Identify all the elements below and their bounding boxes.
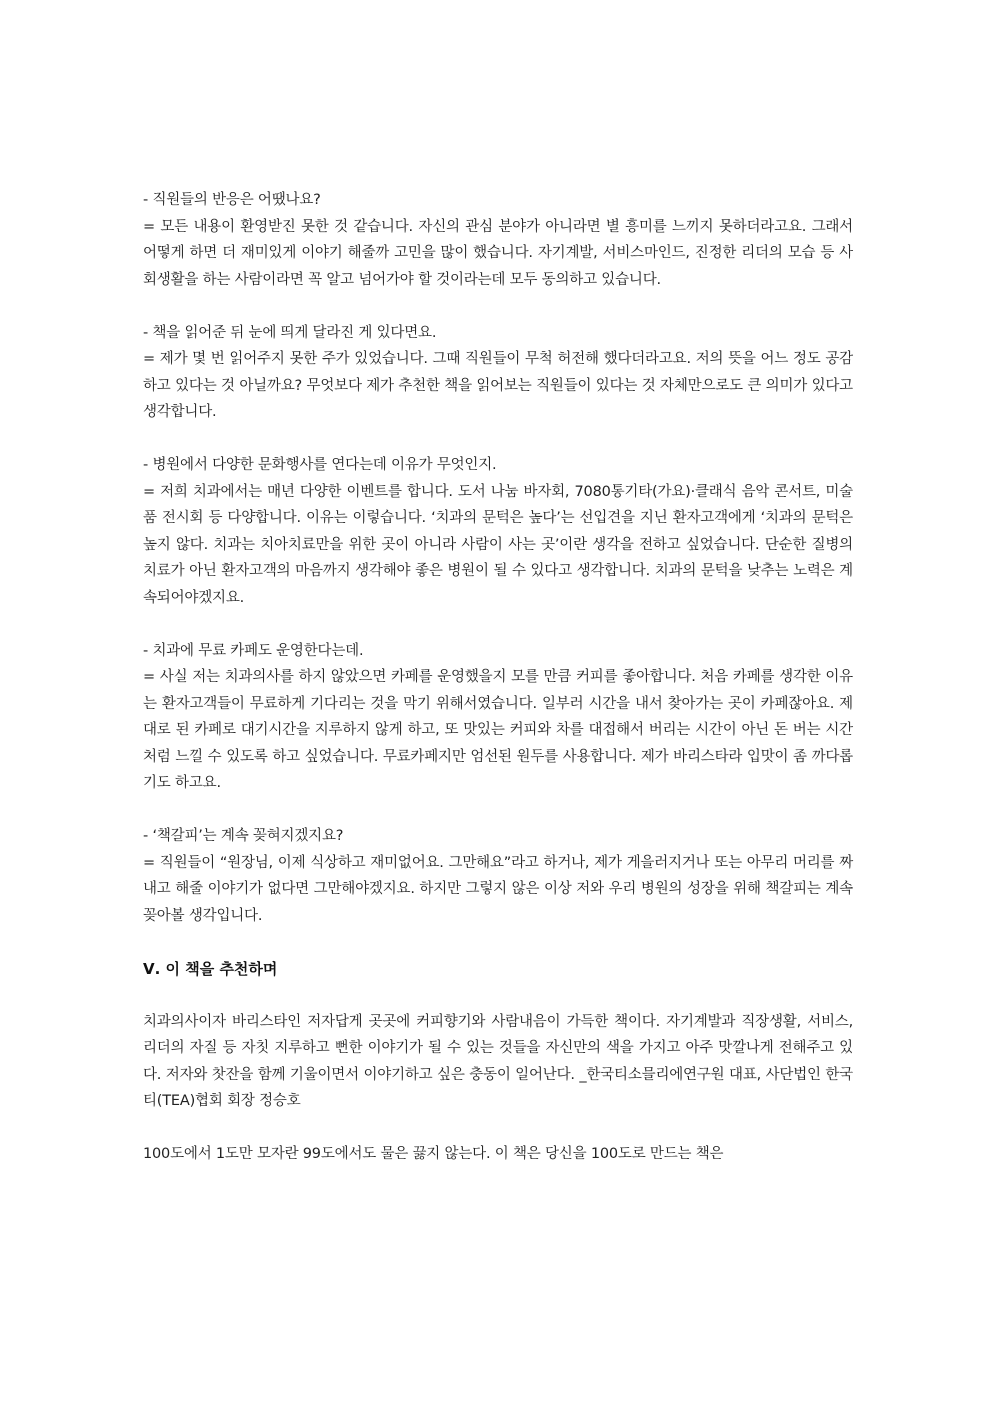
section-heading: Ⅴ. 이 책을 추천하며 [143, 959, 278, 978]
answer: = 저희 치과에서는 매년 다양한 이벤트를 합니다. 도서 나눔 바자회, 7080통기타(가요)·클래식 음악 콘서트, 미술품 전시회 등 다양합니다. 이유는 이렇습니다. ‘치과의 문턱은 높다’는 선입견을 지닌 환자고객에게 ‘치과의 문턱은 높지 않다. 치과는 치아치료만을 위한 곳이 아니라 사람이 사는 곳’이란 생각을 전하고 싶었습니다. 단순한 질병의 치료가 아닌 환자고객의 마음까지 생각해야 좋은 병원이 될 수 있다고 생각합니다. 치과의 문턱을 낮추는 노력은 계속되어야겠지요. [143, 483, 853, 606]
answer: = 제가 몇 번 읽어주지 못한 주가 있었습니다. 그때 직원들이 무척 허전해 했다더라고요. 저의 뜻을 어느 정도 공감하고 있다는 것 아닐까요? 무엇보다 제가 추천한 책을 읽어보는 직원들이 있다는 것 자체만으로도 큰 의미가 있다고 생각합니다. [143, 351, 853, 420]
answer: = 모든 내용이 환영받진 못한 것 같습니다. 자신의 관심 분야가 아니라면 별 흥미를 느끼지 못하더라고요. 그래서 어떻게 하면 더 재미있게 이야기 해줄까 고민을 많이 했습니다. 자기계발, 서비스마인드, 진정한 리더의 모습 등 사회생활을 하는 사람이라면 꼭 알고 넘어가야 할 것이라는데 모두 동의하고 있습니다. [143, 218, 853, 288]
qa-block [143, 823, 853, 929]
document-page [143, 187, 853, 1194]
question: - 직원들의 반응은 어땠나요? [143, 192, 321, 208]
qa-block [143, 320, 853, 426]
recommendation-paragraph [143, 1009, 853, 1115]
question: - ‘책갈피’는 계속 꽂혀지겠지요? [143, 828, 344, 844]
qa-block [143, 452, 853, 611]
question: - 치과에 무료 카페도 운영한다는데. [143, 642, 364, 659]
answer: = 직원들이 “원장님, 이제 식상하고 재미없어요. 그만해요”라고 하거나, 제가 게을러지거나 또는 아무리 머리를 짜내고 해줄 이야기가 없다면 그만해야겠지요. 하지만 그렇지 않은 이상 저와 우리 병원의 성장을 위해 책갈피는 계속 꽂아볼 생각입니다. [143, 854, 853, 924]
question: - 병원에서 다양한 문화행사를 연다는데 이유가 무엇인지. [143, 457, 497, 473]
closing-text: 100도에서 1도만 모자란 99도에서도 물은 끓지 않는다. 이 책은 당신을 100도로 만드는 책은 [143, 1146, 724, 1162]
answer: = 사실 저는 치과의사를 하지 않았으면 카페를 운영했을지 모를 만큼 커피를 좋아합니다. 처음 카페를 생각한 이유는 환자고객들이 무료하게 기다리는 것을 막기 위해서였습니다. 일부러 시간을 내서 찾아가는 곳이 카페잖아요. 제대로 된 카페로 대기시간을 지루하지 않게 하고, 또 맛있는 커피와 차를 대접해서 버리는 시간이 아닌 돈 버는 시간처럼 느낄 수 있도록 하고 싶었습니다. 무료카페지만 엄선된 원두를 사용합니다. 제가 바리스타라 입맛이 좀 까다롭기도 하고요. [143, 669, 853, 791]
recommendation-text: 치과의사이자 바리스타인 저자답게 곳곳에 커피향기와 사람내음이 가득한 책이다. 자기계발과 직장생활, 서비스, 리더의 자질 등 자칫 지루하고 뻔한 이야기가 될 수 있는 것들을 자신만의 색을 가지고 아주 맛깔나게 전해주고 있다. 저자와 찻잔을 함께 기울이면서 이야기하고 싶은 충동이 일어난다. _한국티소믈리에연구원 대표, 사단법인 한국티(TEA)협회 회장 정승호 [143, 1013, 853, 1109]
qa-block [143, 187, 853, 293]
question: - 책을 읽어준 뒤 눈에 띄게 달라진 게 있다면요. [143, 324, 437, 341]
qa-block [143, 638, 853, 797]
closing-paragraph [143, 1141, 853, 1168]
